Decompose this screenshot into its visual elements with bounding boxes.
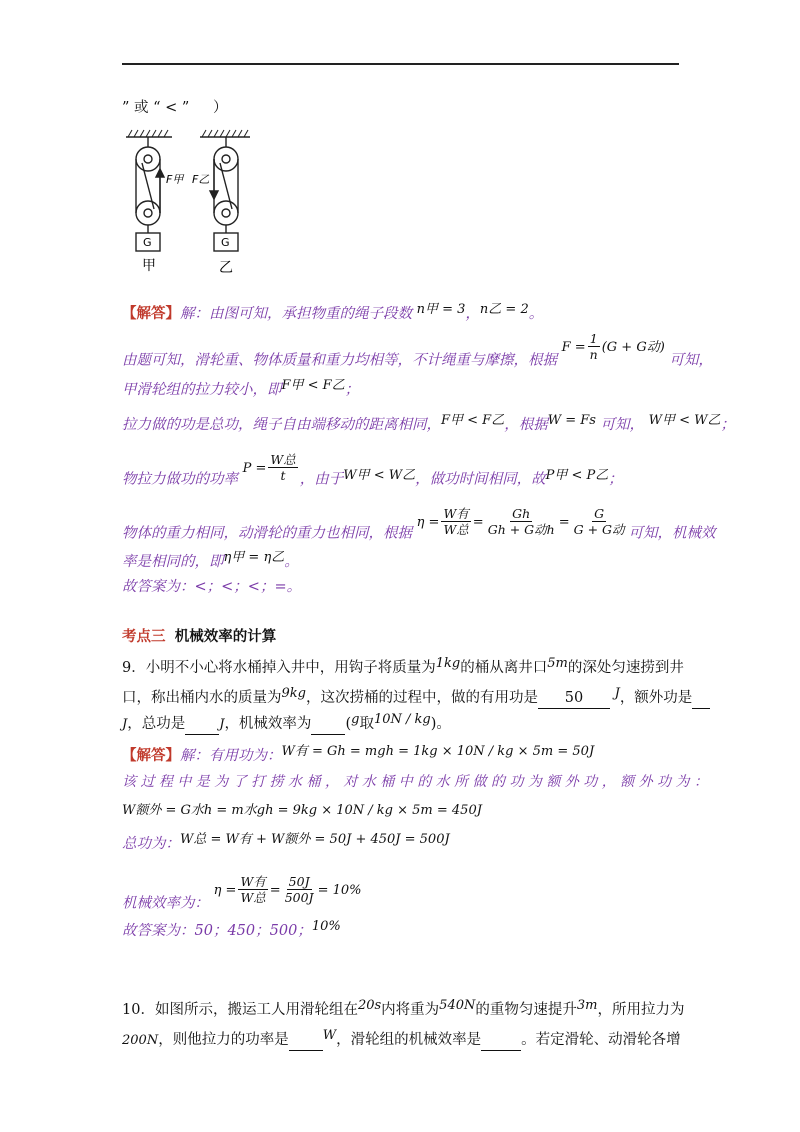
q8-answer-line7: 率是相同的，即η甲 = η乙。 (122, 550, 299, 570)
q8-answer-line2: 由题可知，滑轮重、物体质量和重力均相等，不计绳重与摩擦，根据 F = $\frac{1}{n}$ (G + G动) 可知， (122, 331, 713, 369)
q9-blank-extra-work[interactable] (692, 688, 710, 709)
q9-answer-line1: 【解答】解：有用功为：W有 = Gh = mgh = 1kg × 10N / kg × 5m = 50J (122, 744, 595, 764)
q8-answer-line3: 甲滑轮组的拉力较小，即F甲 < F乙； (122, 378, 360, 398)
q8-answer-line1: 【解答】解：由图可知，承担物重的绳子段数 n甲 = 3，n乙 = 2。 (122, 302, 544, 322)
q10-line1: 10．如图所示，搬运工人用滑轮组在20s内将重为540N的重物匀速提升3m，所用拉力为 (122, 998, 685, 1018)
q9-line1: 9．小明不小心将水桶掉入井中，用钩子将质量为1kg的桶从离井口5m的深处匀速捞到井 (122, 656, 684, 676)
q9-blank-useful-work[interactable]: 50 (538, 688, 610, 709)
left-weight-label: G (143, 236, 152, 249)
right-force-label: F乙 (192, 173, 210, 186)
header-rule (122, 63, 679, 65)
q9-line3: J，总功是 J，机械效率为 (g取10N / kg)。 (122, 714, 451, 735)
left-caption: 甲 (142, 258, 156, 274)
q8-answer-line5: 物拉力做功的功率 P = $\frac{\text{W总}}{t}$ ，由于W甲 < W乙，做功时间相同，故P甲 < P乙； (122, 452, 623, 488)
left-force-label: F甲 (166, 173, 184, 186)
top-fragment: ” 或 “ < ” ） (122, 100, 228, 116)
right-caption: 乙 (219, 260, 233, 276)
right-weight-label: G (221, 236, 230, 249)
q8-answer-final: 故答案为：<；<；<；=。 (122, 579, 302, 595)
q10-line2: 200N，则他拉力的功率是 W，滑轮组的机械效率是 。若定滑轮、动滑轮各增 (122, 1030, 681, 1051)
q9-answer-final: 故答案为：50；450；500；10% (122, 919, 341, 939)
q9-blank-efficiency[interactable] (311, 714, 345, 735)
q9-answer-line3: W额外 = G水h = m水gh = 9kg × 10N / kg × 5m = 450J (122, 803, 482, 818)
section-heading: 考点三 机械效率的计算 (122, 628, 277, 645)
q10-blank-efficiency[interactable] (481, 1030, 521, 1051)
q9-blank-total-work[interactable] (185, 714, 219, 735)
q8-answer-line6: 物体的重力相同，动滑轮的重力也相同，根据 η = $\frac{\text{W有}}{\text{W总}}$ = $\frac{Gh}{\text{Gh + G动h}}$ = $\frac{G}{\text{G + G动}}$ 可知，机械效 (122, 506, 716, 542)
q9-answer-line4: 总功为：W总 = W有 + W额外 = 50J + 450J = 500J (122, 832, 450, 852)
q10-blank-power[interactable] (289, 1030, 323, 1051)
pulley-figure (118, 125, 268, 285)
q9-line2: 口，称出桶内水的质量为9kg，这次捞桶的过程中，做的有用功是 50 J，额外功是 (122, 688, 710, 709)
q8-answer-line4: 拉力做的功是总功，绳子自由端移动的距离相同，F甲 < F乙，根据W = Fs 可知， W甲 < W乙； (122, 413, 736, 433)
q9-answer-line5: 机械效率为： η = $\frac{\text{W有}}{\text{W总}}$ = $\frac{50J}{500J}$ = 10% (122, 874, 362, 912)
q9-answer-line2: 该 过 程 中 是 为 了 打 捞 水 桶 ， 对 水 桶 中 的 水 所 做 的 功 为 额 外 功 ， 额 外 功 为 ： (122, 774, 708, 790)
